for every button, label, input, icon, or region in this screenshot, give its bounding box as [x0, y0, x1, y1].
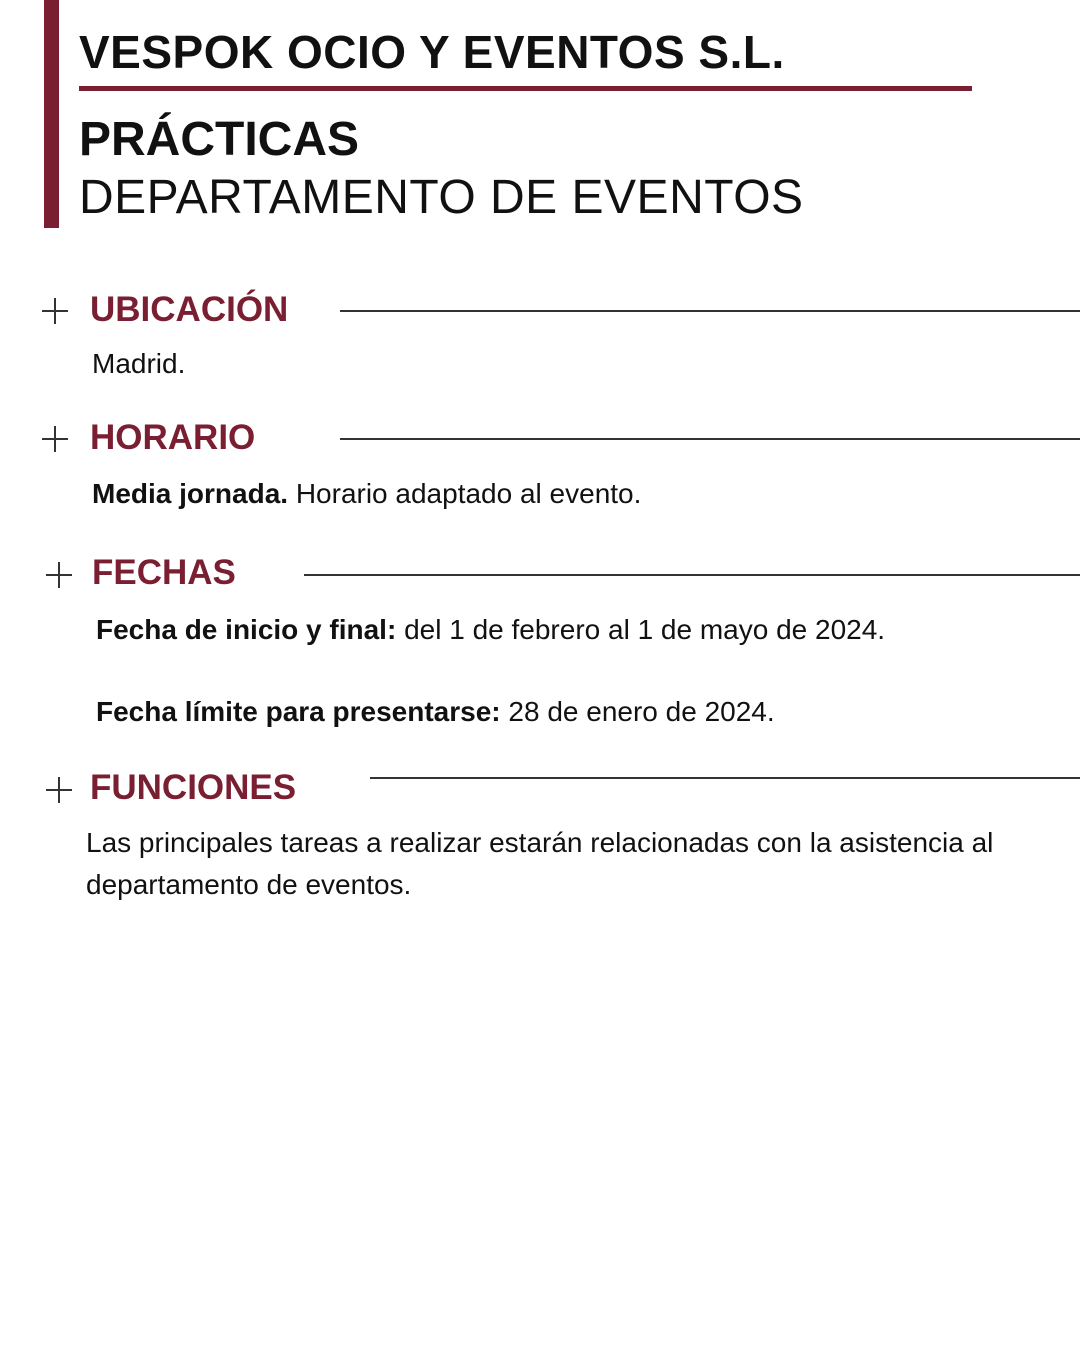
- horario-label: Media jornada.: [92, 478, 289, 509]
- horario-detail: Horario adaptado al evento.: [288, 478, 642, 509]
- plus-icon: [42, 426, 68, 452]
- section-heading-ubicacion: UBICACIÓN: [90, 290, 289, 329]
- section-heading-fechas: FECHAS: [92, 553, 236, 592]
- section-rule: [304, 574, 1080, 576]
- company-name: VESPOK OCIO Y EVENTOS S.L.: [79, 26, 785, 78]
- fechas-deadline-detail: 28 de enero de 2024.: [500, 696, 775, 727]
- section-rule: [340, 310, 1080, 312]
- header-divider: [79, 86, 972, 91]
- fechas-dates-text: [96, 609, 885, 651]
- fechas-dates-detail: del 1 de febrero al 1 de mayo de 2024.: [396, 614, 886, 645]
- section-heading-funciones: FUNCIONES: [90, 768, 297, 807]
- plus-icon: [46, 562, 72, 588]
- fechas-deadline-text: [96, 691, 775, 733]
- plus-icon: [46, 777, 72, 803]
- funciones-text: Las principales tareas a realizar estarán relacionadas con la asistencia al departamento de eventos.: [86, 827, 994, 900]
- page-title: PRÁCTICAS: [79, 113, 360, 166]
- fechas-dates-label: Fecha de inicio y final:: [96, 614, 397, 645]
- ubicacion-text: Madrid.: [92, 348, 186, 379]
- horario-text: [92, 473, 641, 515]
- fechas-deadline-label: Fecha límite para presentarse:: [96, 696, 501, 727]
- section-heading-horario: HORARIO: [90, 418, 256, 457]
- plus-icon: [42, 298, 68, 324]
- section-rule: [340, 438, 1080, 440]
- section-rule: [370, 777, 1080, 779]
- accent-bar: [44, 0, 59, 228]
- page-subtitle: DEPARTAMENTO DE EVENTOS: [79, 171, 804, 224]
